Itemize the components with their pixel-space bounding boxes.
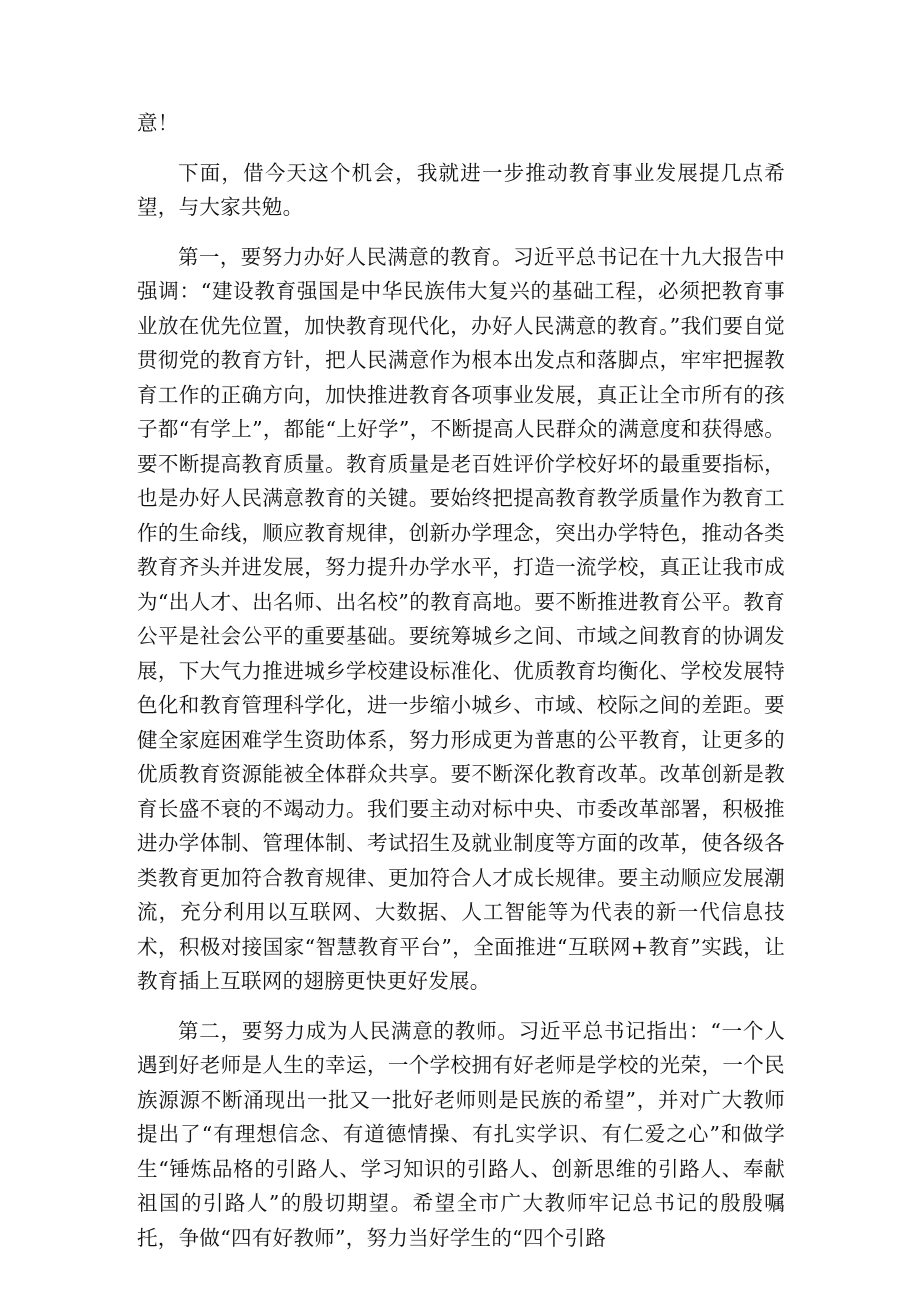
paragraph-point-one: 第一，要努力办好人民满意的教育。习近平总书记在十九大报告中强调：“建设教育强国是中华民族伟大复兴的基础工程，必须把教育事业放在优先位置，加快教育现代化，办好人民满意的教育。”我们要自觉贯彻党的教育方针，把人民满意作为根本出发点和落脚点，牢牢把握教育工作的正确方向，加快推进教育各项事业发展，真正让全市所有的孩子都“有学上”，都能“上好学”，不断提高人民群众的满意度和获得感。要不断提高教育质量。教育质量是老百姓评价学校好坏的最重要指标，也是办好人民满意教育的关键。要始终把提高教育教学质量作为教育工作的生命线，顺应教育规律，创新办学理念，突出办学特色，推动各类教育齐头并进发展，努力提升办学水平，打造一流学校，真正让我市成为“出人才、出名师、出名校”的教育高地。要不断推进教育公平。教育公平是社会公平的重要基础。要统筹城乡之间、市域之间教育的协调发展，下大气力推进城乡学校建设标准化、优质教育均衡化、学校发展特色化和教育管理科学化，进一步缩小城乡、市域、校际之间的差距。要健全家庭困难学生资助体系，努力形成更为普惠的公平教育，让更多的优质教育资源能被全体群众共享。要不断深化教育改革。改革创新是教育长盛不衰的不竭动力。我们要主动对标中央、市委改革部署，积极推进办学体制、管理体制、考试招生及就业制度等方面的改革，使各级各类教育更加符合教育规律、更加符合人才成长规律。要主动顺应发展潮流，充分利用以互联网、大数据、人工智能等为代表的新一代信息技术，积极对接国家“智慧教育平台”，全面推进“互联网+教育”实践，让教育插上互联网的翅膀更快更好发展。 bbox=[137, 244, 785, 993]
paragraph-continuation: 意！ bbox=[137, 111, 179, 135]
paragraph-point-two: 第二，要努力成为人民满意的教师。习近平总书记指出：“一个人遇到好老师是人生的幸运，一个学校拥有好老师是学校的光荣，一个民族源源不断涌现出一批又一批好老师则是民族的希望”，并对广大教师提出了“有理想信念、有道德情操、有扎实学识、有仁爱之心”和做学生“锤炼品格的引路人、学习知识的引路人、创新思维的引路人、奉献祖国的引路人”的殷切期望。希望全市广大教师牢记总书记的殷殷嘱托，争做“四有好教师”，努力当好学生的“四个引路 bbox=[137, 1018, 785, 1250]
document-body bbox=[137, 106, 785, 1270]
paragraph-intro: 下面，借今天这个机会，我就进一步推动教育事业发展提几点希望，与大家共勉。 bbox=[137, 160, 785, 219]
